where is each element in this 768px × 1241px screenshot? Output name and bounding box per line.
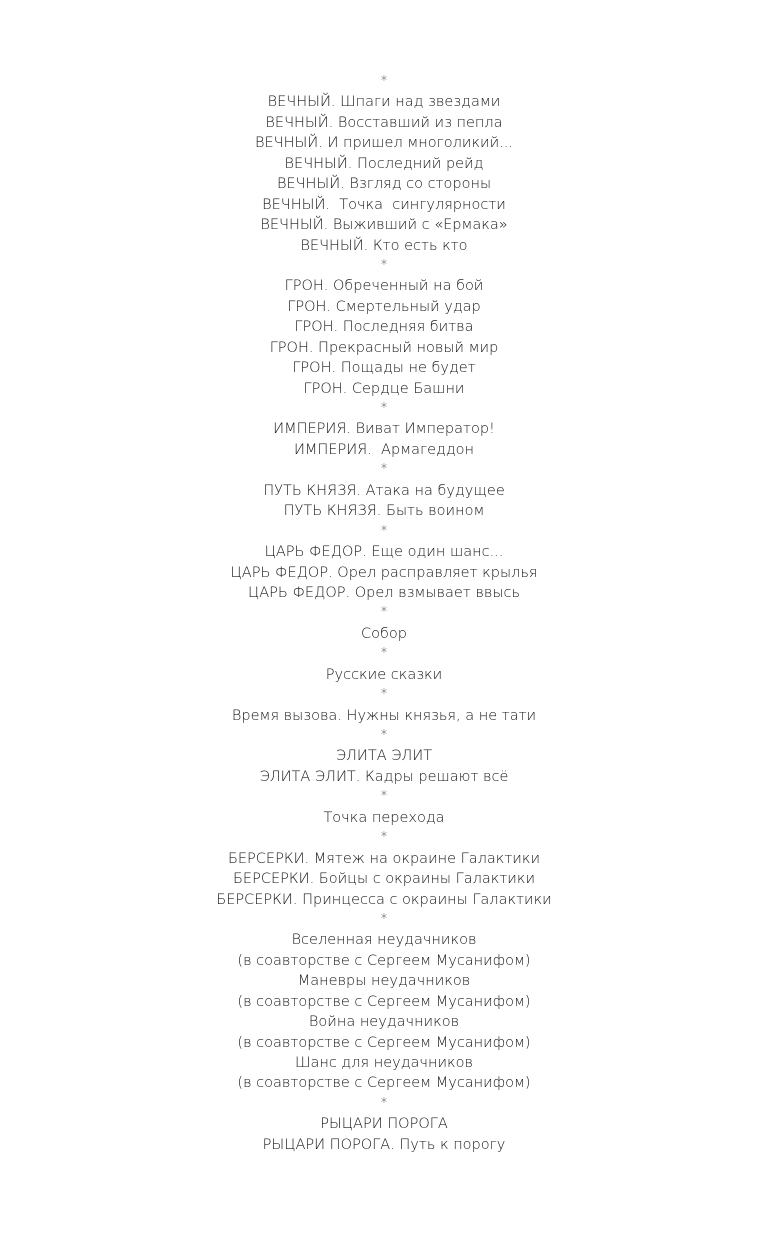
title-group <box>0 808 768 828</box>
book-title-line: Время вызова. Нужны князья, а не тати <box>231 707 537 724</box>
book-title-line: Собор <box>361 625 407 642</box>
book-title-line: БЕРСЕРКИ. Мятеж на окраине Галактики <box>227 850 541 867</box>
book-title-line: ГРОН. Прекрасный новый мир <box>269 339 499 356</box>
title-group <box>0 706 768 726</box>
book-title-line: БЕРСЕРКИ. Принцесса с окраины Галактики <box>216 891 552 908</box>
book-title-line: (в соавторстве с Сергеем Мусанифом) <box>237 952 531 969</box>
title-group <box>0 930 768 1094</box>
title-group <box>0 746 768 787</box>
title-group <box>0 1114 768 1155</box>
separator-asterisk: * <box>380 605 388 621</box>
book-title-line: ГРОН. Обреченный на бой <box>284 278 484 295</box>
book-title-line: ИМПЕРИЯ. Армагеддон <box>293 441 475 458</box>
book-title-line: ВЕЧНЫЙ. Точка сингулярности <box>262 196 506 213</box>
book-title-line: Шанс для неудачников <box>295 1055 473 1071</box>
book-title-line: ВЕЧНЫЙ. И пришел многоликий... <box>255 135 513 152</box>
book-title-line: БЕРСЕРКИ. Бойцы с окраины Галактики <box>232 871 536 888</box>
book-title-line: ИМПЕРИЯ. Виват Император! <box>273 421 495 438</box>
book-title-line: ВЕЧНЫЙ. Последний рейд <box>284 155 484 172</box>
separator-asterisk: * <box>380 462 388 478</box>
book-title-line: ЦАРЬ ФЕДОР. Орел взмывает ввысь <box>247 584 520 601</box>
book-title-line: ЦАРЬ ФЕДОР. Орел расправляет крылья <box>230 564 538 581</box>
book-title-line: Война неудачников <box>308 1014 460 1031</box>
separator-asterisk: * <box>380 1095 388 1111</box>
book-title-line: ГРОН. Сердце Башни <box>303 380 465 397</box>
title-group <box>0 624 768 644</box>
book-title-line: ВЕЧНЫЙ. Шпаги над звездами <box>267 94 501 111</box>
book-title-line: (в соавторстве с Сергеем Мусанифом) <box>237 1034 531 1051</box>
separator-asterisk: * <box>380 789 388 805</box>
book-title-line: Вселенная неудачников <box>291 932 477 949</box>
title-group <box>0 419 768 460</box>
book-title-line: Русские сказки <box>325 666 443 683</box>
separator-asterisk: * <box>380 911 388 927</box>
book-title-line: (в соавторстве с Сергеем Мусанифом) <box>237 1075 531 1092</box>
book-title-line: (в соавторстве с Сергеем Мусанифом) <box>237 993 531 1010</box>
book-title-line: ПУТЬ КНЯЗЯ. Быть воином <box>283 503 485 520</box>
separator-asterisk: * <box>380 687 388 703</box>
book-title-line: ГРОН. Пощады не будет <box>292 360 476 377</box>
separator-asterisk: * <box>380 523 388 539</box>
book-title-line: Маневры неудачников <box>297 973 471 990</box>
separator-asterisk: * <box>380 74 388 89</box>
separator-asterisk: * <box>380 257 388 273</box>
book-title-line: ПУТЬ КНЯЗЯ. Атака на будущее <box>263 482 505 499</box>
bibliography-list <box>0 72 768 1155</box>
title-group <box>0 849 768 910</box>
book-title-line: ВЕЧНЫЙ. Выживший с «Ермака» <box>260 217 508 234</box>
title-group <box>0 481 768 522</box>
book-title-line: ЦАРЬ ФЕДОР. Еще один шанс... <box>264 544 504 561</box>
book-title-line: Точка перехода <box>323 809 445 826</box>
book-title-line: ГРОН. Смертельный удар <box>287 298 481 315</box>
book-title-line: ЭЛИТА ЭЛИТ <box>335 748 433 765</box>
book-title-line: ВЕЧНЫЙ. Кто есть кто <box>300 237 468 254</box>
title-group <box>0 665 768 685</box>
book-title-line: ВЕЧНЫЙ. Восставший из пепла <box>265 114 503 131</box>
book-title-line: ЭЛИТА ЭЛИТ. Кадры решают всё <box>259 768 509 785</box>
title-group <box>0 542 768 603</box>
separator-asterisk: * <box>380 646 388 662</box>
title-group <box>0 92 768 256</box>
title-group <box>0 276 768 399</box>
book-title-line: РЫЦАРИ ПОРОГА <box>320 1116 448 1133</box>
separator-asterisk: * <box>380 728 388 743</box>
book-title-line: РЫЦАРИ ПОРОГА. Путь к порогу <box>262 1136 506 1153</box>
book-title-line: ГРОН. Последняя битва <box>294 319 474 336</box>
separator-asterisk: * <box>380 830 388 846</box>
book-title-line: ВЕЧНЫЙ. Взгляд со стороны <box>276 176 492 193</box>
separator-asterisk: * <box>380 401 388 416</box>
